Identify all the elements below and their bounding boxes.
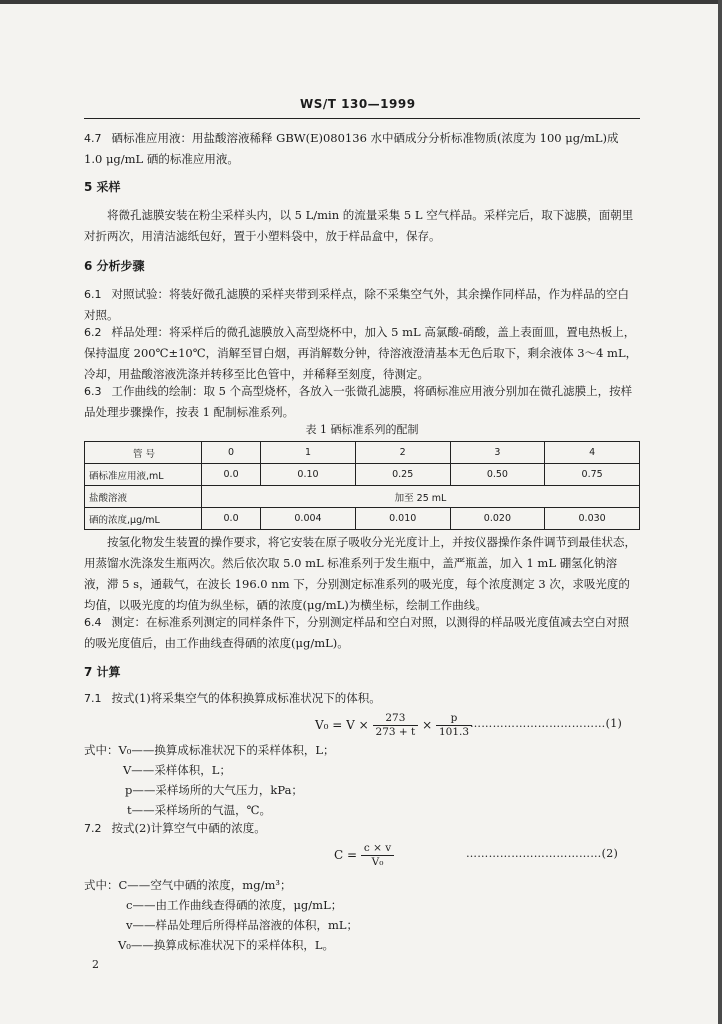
clause-4-7 (84, 128, 640, 170)
table-cell: 0.50 (450, 464, 545, 486)
section-5-text: 将微孔滤膜安装在粉尘采样头内，以 5 L/min 的流量采集 5 L 空气样品。采样完后，取下滤膜，面朝里对折两次，用清洁滤纸包好，置于小塑料袋中，放于样品盒中，保存。 (84, 208, 634, 243)
clause-text: 对照试验：将装好微孔滤膜的采样夹带到采样点，除不采集空气外，其余操作同样品，作为样品的空白对照。 (84, 287, 629, 322)
numerator: p (436, 712, 472, 726)
table-cell: 硒的浓度,μg/mL (85, 508, 202, 530)
section-5-heading: 5 采样 (84, 180, 121, 194)
definition-row: c——由工作曲线查得硒的浓度，μg/mL； (126, 898, 343, 912)
table-row (85, 486, 640, 508)
table-cell: 0 (202, 442, 261, 464)
table-cell: 0.25 (355, 464, 450, 486)
times-sign: × (422, 718, 433, 732)
table-cell: 0.004 (261, 508, 356, 530)
table-cell: 4 (545, 442, 640, 464)
clause-6-2 (84, 322, 640, 385)
fraction (373, 712, 419, 739)
formula-2 (334, 842, 394, 869)
denominator: 273 + t (375, 726, 416, 738)
procedure-text: 按氢化物发生装置的操作要求，将它安装在原子吸收分光光度计上，并按仪器操作条件调节到最佳状态，用蒸馏水洗涤发生瓶两次。然后依次取 5.0 mL 标准系列于发生瓶中，盖严瓶盖，加入 1 mL 硼氢化钠溶液，滞 5 s，通载气，在波长 196.0 nm 下，分别测定标准系列的吸光度，每个浓度测定 3 次，求吸光度的均值，以吸光度的均值为纵坐标，硒的浓度(μg/mL)为横坐标，绘制工作曲线。 (84, 535, 636, 612)
definition-row: v——样品处理后所得样品溶液的体积，mL； (126, 918, 359, 932)
clause-7-1 (84, 688, 640, 709)
clause-6-1 (84, 284, 640, 326)
numerator: 273 (373, 712, 419, 726)
fraction (436, 712, 472, 739)
clause-number: 7.1 (84, 692, 102, 705)
table-header-row (85, 442, 640, 464)
table-row (85, 464, 640, 486)
table-cell: 3 (450, 442, 545, 464)
page-number: 2 (92, 958, 99, 971)
clause-text: 样品处理：将采样后的微孔滤膜放入高型烧杯中，加入 5 mL 高氯酸-硝酸，盖上表面皿，置电热板上，保持温度 200℃±10℃，消解至冒白烟，再消解数分钟，待溶液澄清基本无色后取下，剩余液体 3～4 mL，冷却，用盐酸溶液洗涤并转移至比色管中，并稀释至刻度，待测定。 (84, 325, 638, 381)
header-rule (84, 118, 640, 119)
clause-text: 工作曲线的绘制：取 5 个高型烧杯，各放入一张微孔滤膜，将硒标准应用液分别加在微孔滤膜上，按样品处理步骤操作，按表 1 配制标准系列。 (84, 384, 633, 419)
clause-text: 按式(1)将采集空气的体积换算成标准状况下的体积。 (111, 691, 381, 705)
table-cell: 管 号 (85, 442, 202, 464)
definition-row: p——采样场所的大气压力，kPa； (125, 783, 303, 797)
scan-edge-right (718, 0, 722, 1024)
fraction (361, 842, 394, 869)
denominator: 101.3 (438, 726, 470, 738)
clause-text: 按式(2)计算空气中硒的浓度。 (111, 821, 266, 835)
definition-row: V₀——换算成标准状况下的采样体积，L。 (118, 938, 335, 952)
formula-1 (315, 712, 472, 739)
definition-row: V——采样体积，L； (123, 763, 231, 777)
table-1 (84, 441, 640, 530)
formula-lhs: C = (334, 848, 358, 862)
definition-row: t——采样场所的气温，℃。 (127, 803, 271, 817)
clause-number: 7.2 (84, 822, 102, 835)
numerator: c × v (361, 842, 394, 856)
formula-lhs: V₀ = V × (315, 718, 369, 732)
clause-text: 硒标准应用液：用盐酸溶液稀释 GBW(E)080136 水中硒成分分析标准物质(浓度为 100 μg/mL)成 1.0 μg/mL 硒的标准应用液。 (84, 131, 619, 166)
clause-number: 4.7 (84, 132, 102, 145)
clause-6-3 (84, 381, 640, 423)
clause-6-4 (84, 612, 640, 654)
table-cell: 0.10 (261, 464, 356, 486)
table-cell: 0.0 (202, 464, 261, 486)
formula-2-ref: ………………………………(2) (466, 847, 619, 860)
table-1-caption: 表 1 硒标准系列的配制 (305, 423, 419, 436)
scan-edge-top (0, 0, 722, 4)
section-7-heading: 7 计算 (84, 665, 121, 679)
table-cell: 1 (261, 442, 356, 464)
section-6-heading: 6 分析步骤 (84, 259, 145, 273)
table-cell: 0.020 (450, 508, 545, 530)
definition-row: 式中：C——空气中硒的浓度，mg/m³； (84, 878, 292, 892)
table-cell: 0.030 (545, 508, 640, 530)
table-cell: 硒标准应用液,mL (85, 464, 202, 486)
table-cell: 2 (355, 442, 450, 464)
table-cell: 加至 25 mL (202, 486, 640, 508)
definition-row: 式中：V₀——换算成标准状况下的采样体积，L； (84, 743, 335, 757)
table-cell: 盐酸溶液 (85, 486, 202, 508)
clause-number: 6.1 (84, 288, 102, 301)
clause-number: 6.2 (84, 326, 102, 339)
clause-7-2 (84, 818, 640, 839)
table-row (85, 508, 640, 530)
formula-1-ref: ………………………………(1) (470, 717, 623, 730)
clause-text: 测定：在标准系列测定的同样条件下，分别测定样品和空白对照，以测得的样品吸光度值减去空白对照的吸光度值后，由工作曲线查得硒的浓度(μg/mL)。 (84, 615, 629, 650)
running-header: WS/T 130—1999 (300, 97, 416, 111)
clause-number: 6.4 (84, 616, 102, 629)
denominator: V₀ (371, 856, 384, 868)
table-cell: 0.75 (545, 464, 640, 486)
table-cell: 0.010 (355, 508, 450, 530)
table-cell: 0.0 (202, 508, 261, 530)
clause-number: 6.3 (84, 385, 102, 398)
